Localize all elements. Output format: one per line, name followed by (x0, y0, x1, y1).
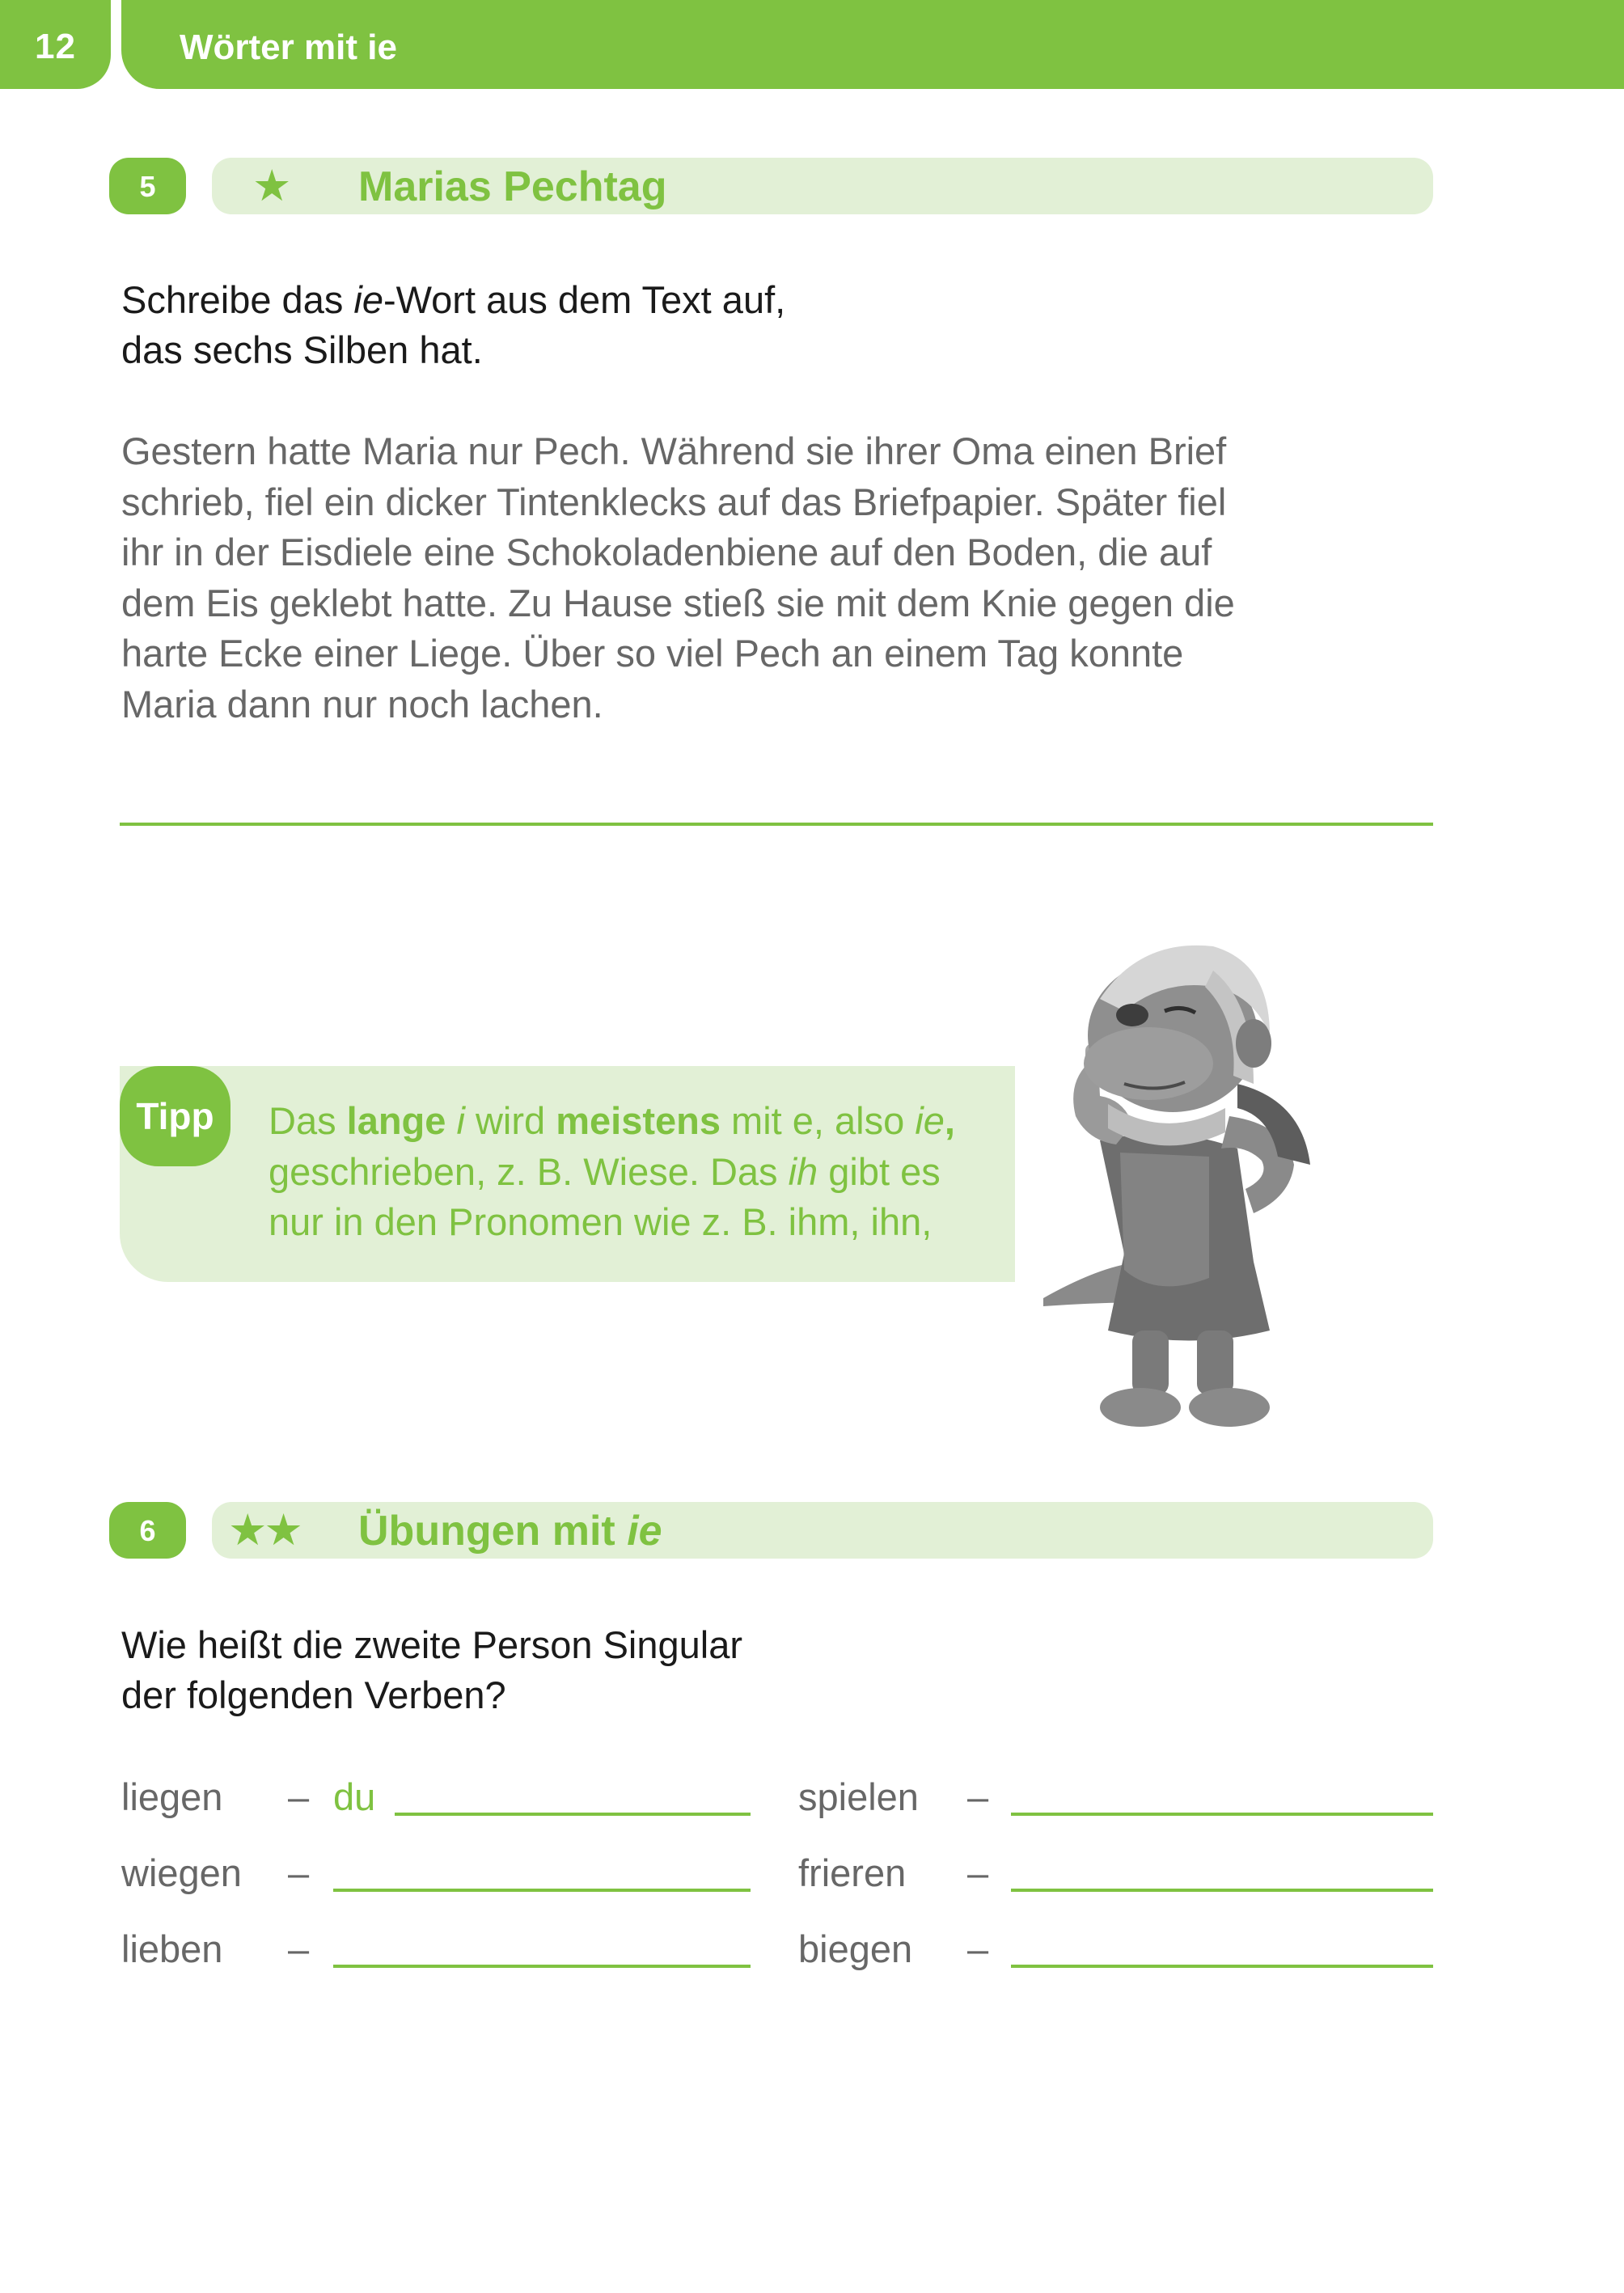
exercise-6-question (121, 1620, 742, 1720)
exercise-5-answer-line (120, 823, 1433, 826)
verb-label-liegen: liegen (121, 1775, 223, 1818)
instruction-italic-ie: ie (353, 278, 383, 321)
tipp-text-span: Das (269, 1099, 347, 1142)
chapter-title: Wörter mit ie (180, 27, 397, 67)
tipp-italic-span: i (456, 1099, 465, 1142)
tipp-italic-span: ie (915, 1099, 945, 1142)
tipp-line-1 (269, 1096, 1045, 1147)
star-icon: ★ (252, 162, 289, 210)
exercise-6-title-text: Übungen mit (358, 1508, 628, 1555)
verb-label-biegen: biegen (798, 1927, 913, 1970)
exercise-6-number-badge: 6 (109, 1502, 186, 1559)
answer-line (333, 1889, 751, 1892)
tipp-badge: Tipp (120, 1066, 230, 1166)
exercise-6-title-italic: ie (627, 1508, 662, 1555)
dash: – (288, 1775, 310, 1818)
tipp-text-span: mit e, also (721, 1099, 916, 1142)
tipp-italic-span: ih (788, 1149, 818, 1193)
exercise-5-answer-field[interactable] (120, 772, 1433, 824)
two-stars-icon: ★★ (228, 1506, 300, 1555)
example-answer-du: du (333, 1775, 376, 1818)
instruction-line-2: das sechs Silben hat. (121, 328, 483, 371)
tipp-line-2 (269, 1147, 1045, 1198)
exercise-6-title (358, 1502, 662, 1560)
instruction-line-1 (121, 275, 785, 325)
page-number: 12 (35, 27, 76, 66)
answer-line (1011, 1813, 1433, 1816)
answer-line (395, 1813, 751, 1816)
instruction-text: -Wort aus dem Text auf, (383, 278, 786, 321)
question-line: der folgenden Verben? (121, 1673, 506, 1716)
lizard-mascot-icon (1011, 922, 1367, 1440)
dash: – (967, 1851, 989, 1894)
tipp-text-span (446, 1099, 456, 1142)
paragraph-line: schrieb, fiel ein dicker Tintenklecks auf das Briefpapier. Später fiel (121, 480, 1227, 523)
paragraph-line: Gestern hatte Maria nur Pech. Während sie ihrer Oma einen Brief (121, 429, 1227, 472)
tipp-text-span: gibt es (818, 1149, 941, 1193)
paragraph-line: harte Ecke einer Liege. Über so viel Pech an einem Tag konnte (121, 632, 1184, 675)
tipp-bold-span: meistens (556, 1099, 721, 1142)
tipp-text (269, 1096, 1045, 1248)
story-paragraph (121, 426, 1456, 730)
verb-label-wiegen: wiegen (121, 1851, 242, 1894)
answer-line (1011, 1965, 1433, 1968)
answer-line (333, 1965, 751, 1968)
verb-label-spielen: spielen (798, 1775, 919, 1818)
verb-label-lieben: lieben (121, 1927, 223, 1970)
dash: – (967, 1775, 989, 1818)
verb-label-frieren: frieren (798, 1851, 907, 1894)
paragraph-line: Maria dann nur noch lachen. (121, 682, 603, 726)
tipp-bold-span: lange (346, 1099, 446, 1142)
tipp-text-span: geschrieben, z. B. Wiese. Das (269, 1149, 789, 1193)
dash: – (967, 1927, 989, 1970)
dash: – (288, 1927, 310, 1970)
question-line: Wie heißt die zweite Person Singular (121, 1623, 743, 1666)
instruction-text: Schreibe das (121, 278, 354, 321)
tipp-line-3: nur in den Pronomen wie z. B. ihm, ihn, (269, 1200, 933, 1243)
tipp-text-span: wird (464, 1099, 556, 1142)
paragraph-line: dem Eis geklebt hatte. Zu Hause stieß sie mit dem Knie gegen die (121, 581, 1235, 624)
exercise-5-title: Marias Pechtag (358, 163, 667, 210)
exercise-5-instruction (121, 275, 785, 375)
dash: – (288, 1851, 310, 1894)
tipp-text-span: , (944, 1099, 955, 1142)
exercise-5-number-badge: 5 (109, 158, 186, 214)
answer-line (1011, 1889, 1433, 1892)
paragraph-line: ihr in der Eisdiele eine Schokoladenbiene auf den Boden, die auf (121, 531, 1212, 573)
